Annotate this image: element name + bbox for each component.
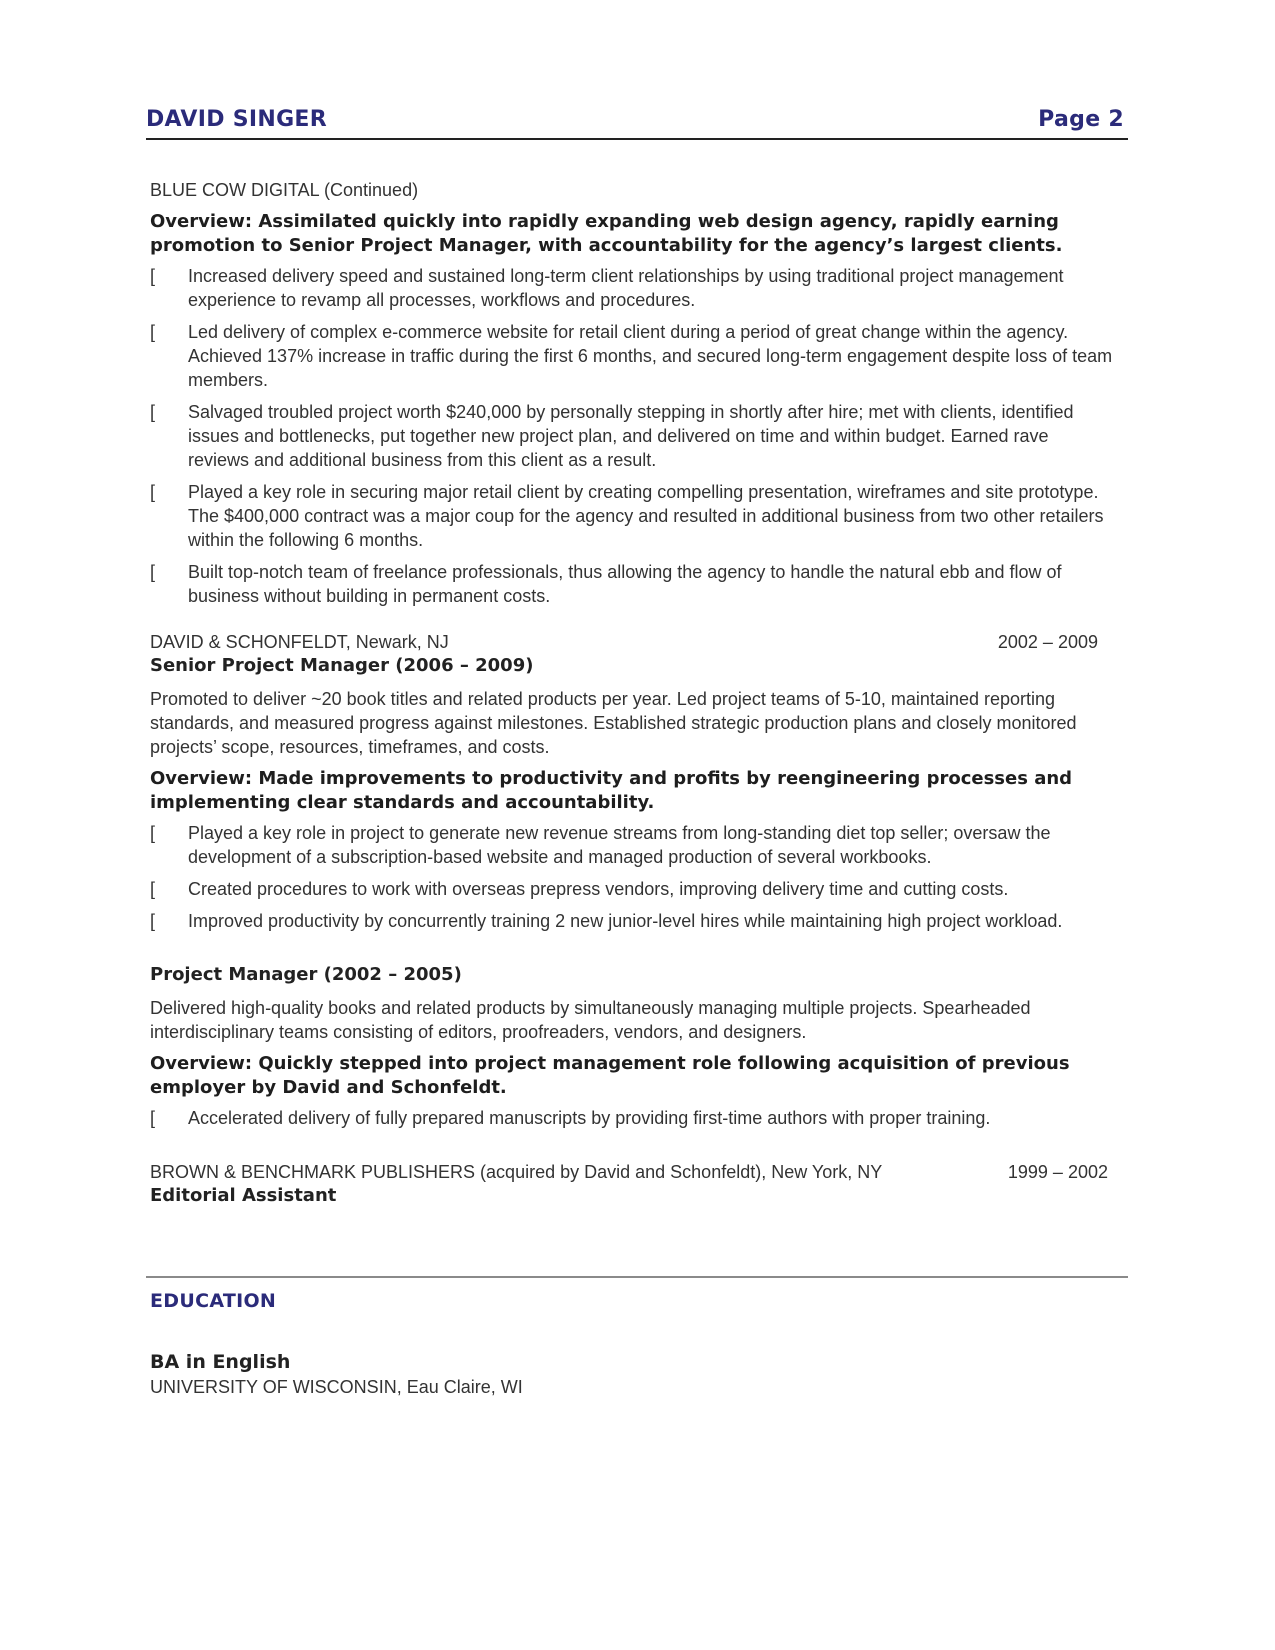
page-header [146, 100, 1128, 140]
employment-dates: 2002 – 2009 [997, 632, 1098, 652]
bullets-senior-pm [150, 821, 1120, 933]
candidate-name: DAVID SINGER [146, 107, 327, 132]
list-item [150, 320, 1120, 392]
company-name: BROWN & BENCHMARK PUBLISHERS (acquired by David and Schonfeldt), New York, NY [150, 1162, 883, 1182]
bullet-text: Salvaged troubled project worth $240,000 by personally stepping in shortly after hire; met with clients, identified issues and bottlenecks, put together new project plan, and delivered on time and within budget. Earned rave reviews and additional business from this client as a result. [188, 402, 1074, 470]
bullet-text: Played a key role in project to generate new revenue streams from long-standing diet top seller; oversaw the development of a subscription-based website and managed production of several workbooks. [188, 823, 1051, 867]
bullet-text: Increased delivery speed and sustained long-term client relationships by using traditional project management experience to revamp all processes, workflows and procedures. [188, 266, 1064, 310]
spacer [150, 1138, 1120, 1160]
bullet-text: Improved productivity by concurrently training 2 new junior-level hires while maintaining high project workload. [188, 911, 1063, 931]
bullet-text: Accelerated delivery of fully prepared manuscripts by providing first-time authors with proper training. [188, 1108, 991, 1128]
list-item [150, 821, 1120, 869]
spacer [150, 616, 1120, 630]
bullets-blue-cow [150, 264, 1120, 608]
bullet-icon: [ [150, 1108, 156, 1128]
summary-senior-pm: Promoted to deliver ~20 book titles and related products per year. Led project teams of 5-10, maintained reporting standards, and measured progress against milestones. Established strategic production plans and closely monitored projects’ scope, resources, timeframes, and costs. [150, 689, 1077, 757]
list-item [150, 480, 1120, 552]
company-brown-benchmark [150, 1160, 1120, 1184]
school: UNIVERSITY OF WISCONSIN, Eau Claire, WI [150, 1377, 523, 1397]
spacer [150, 941, 1120, 963]
bullet-icon: [ [150, 482, 156, 502]
overview-pm: Overview: Quickly stepped into project management role following acquisition of previous employer by David and Schonfeldt. [150, 1053, 1070, 1098]
bullet-icon: [ [150, 911, 156, 931]
company-name: DAVID & SCHONFELDT, Newark, NJ [150, 632, 449, 652]
bullet-icon: [ [150, 879, 156, 899]
company-blue-cow: BLUE COW DIGITAL (Continued) [150, 180, 419, 200]
employment-dates: 1999 – 2002 [1007, 1162, 1108, 1182]
list-item [150, 264, 1120, 312]
section-divider [146, 1276, 1128, 1278]
bullet-icon: [ [150, 562, 156, 582]
bullet-icon: [ [150, 402, 156, 422]
company-david-schonfeldt [150, 630, 1120, 654]
experience-section [150, 178, 1120, 1208]
education-entry [150, 1350, 523, 1399]
bullets-pm [150, 1106, 1120, 1130]
education-heading: EDUCATION [150, 1290, 277, 1312]
bullet-text: Played a key role in securing major retail client by creating compelling presentation, wireframes and site prototype. The $400,000 contract was a major coup for the agency and resulted in additional business from two other retailers within the following 6 months. [188, 482, 1104, 550]
page-number: Page 2 [1038, 107, 1124, 132]
summary-pm: Delivered high-quality books and related products by simultaneously managing multiple projects. Spearheaded interdisciplinary teams consisting of editors, proofreaders, vendors, and designers. [150, 998, 1031, 1042]
overview-blue-cow: Overview: Assimilated quickly into rapidly expanding web design agency, rapidly earning promotion to Senior Project Manager, with accountability for the agency’s largest clients. [150, 211, 1063, 256]
job-title-senior-pm: Senior Project Manager (2006 – 2009) [150, 655, 534, 676]
list-item [150, 877, 1120, 901]
bullet-icon: [ [150, 266, 156, 286]
bullet-text: Led delivery of complex e-commerce website for retail client during a period of great change within the agency. Achieved 137% increase in traffic during the first 6 months, and secured long-term engagement despite loss of team members. [188, 322, 1113, 390]
overview-senior-pm: Overview: Made improvements to productivity and profits by reengineering processes and implementing clear standards and accountability. [150, 768, 1073, 813]
job-title-pm: Project Manager (2002 – 2005) [150, 964, 462, 985]
bullet-text: Built top-notch team of freelance professionals, thus allowing the agency to handle the natural ebb and flow of business without building in permanent costs. [188, 562, 1062, 606]
list-item [150, 400, 1120, 472]
degree: BA in English [150, 1351, 291, 1373]
job-title-editorial-assistant: Editorial Assistant [150, 1185, 337, 1206]
list-item [150, 909, 1120, 933]
list-item [150, 1106, 1120, 1130]
bullet-icon: [ [150, 823, 156, 843]
bullet-text: Created procedures to work with overseas prepress vendors, improving delivery time and cutting costs. [188, 879, 1009, 899]
list-item [150, 560, 1120, 608]
bullet-icon: [ [150, 322, 156, 342]
